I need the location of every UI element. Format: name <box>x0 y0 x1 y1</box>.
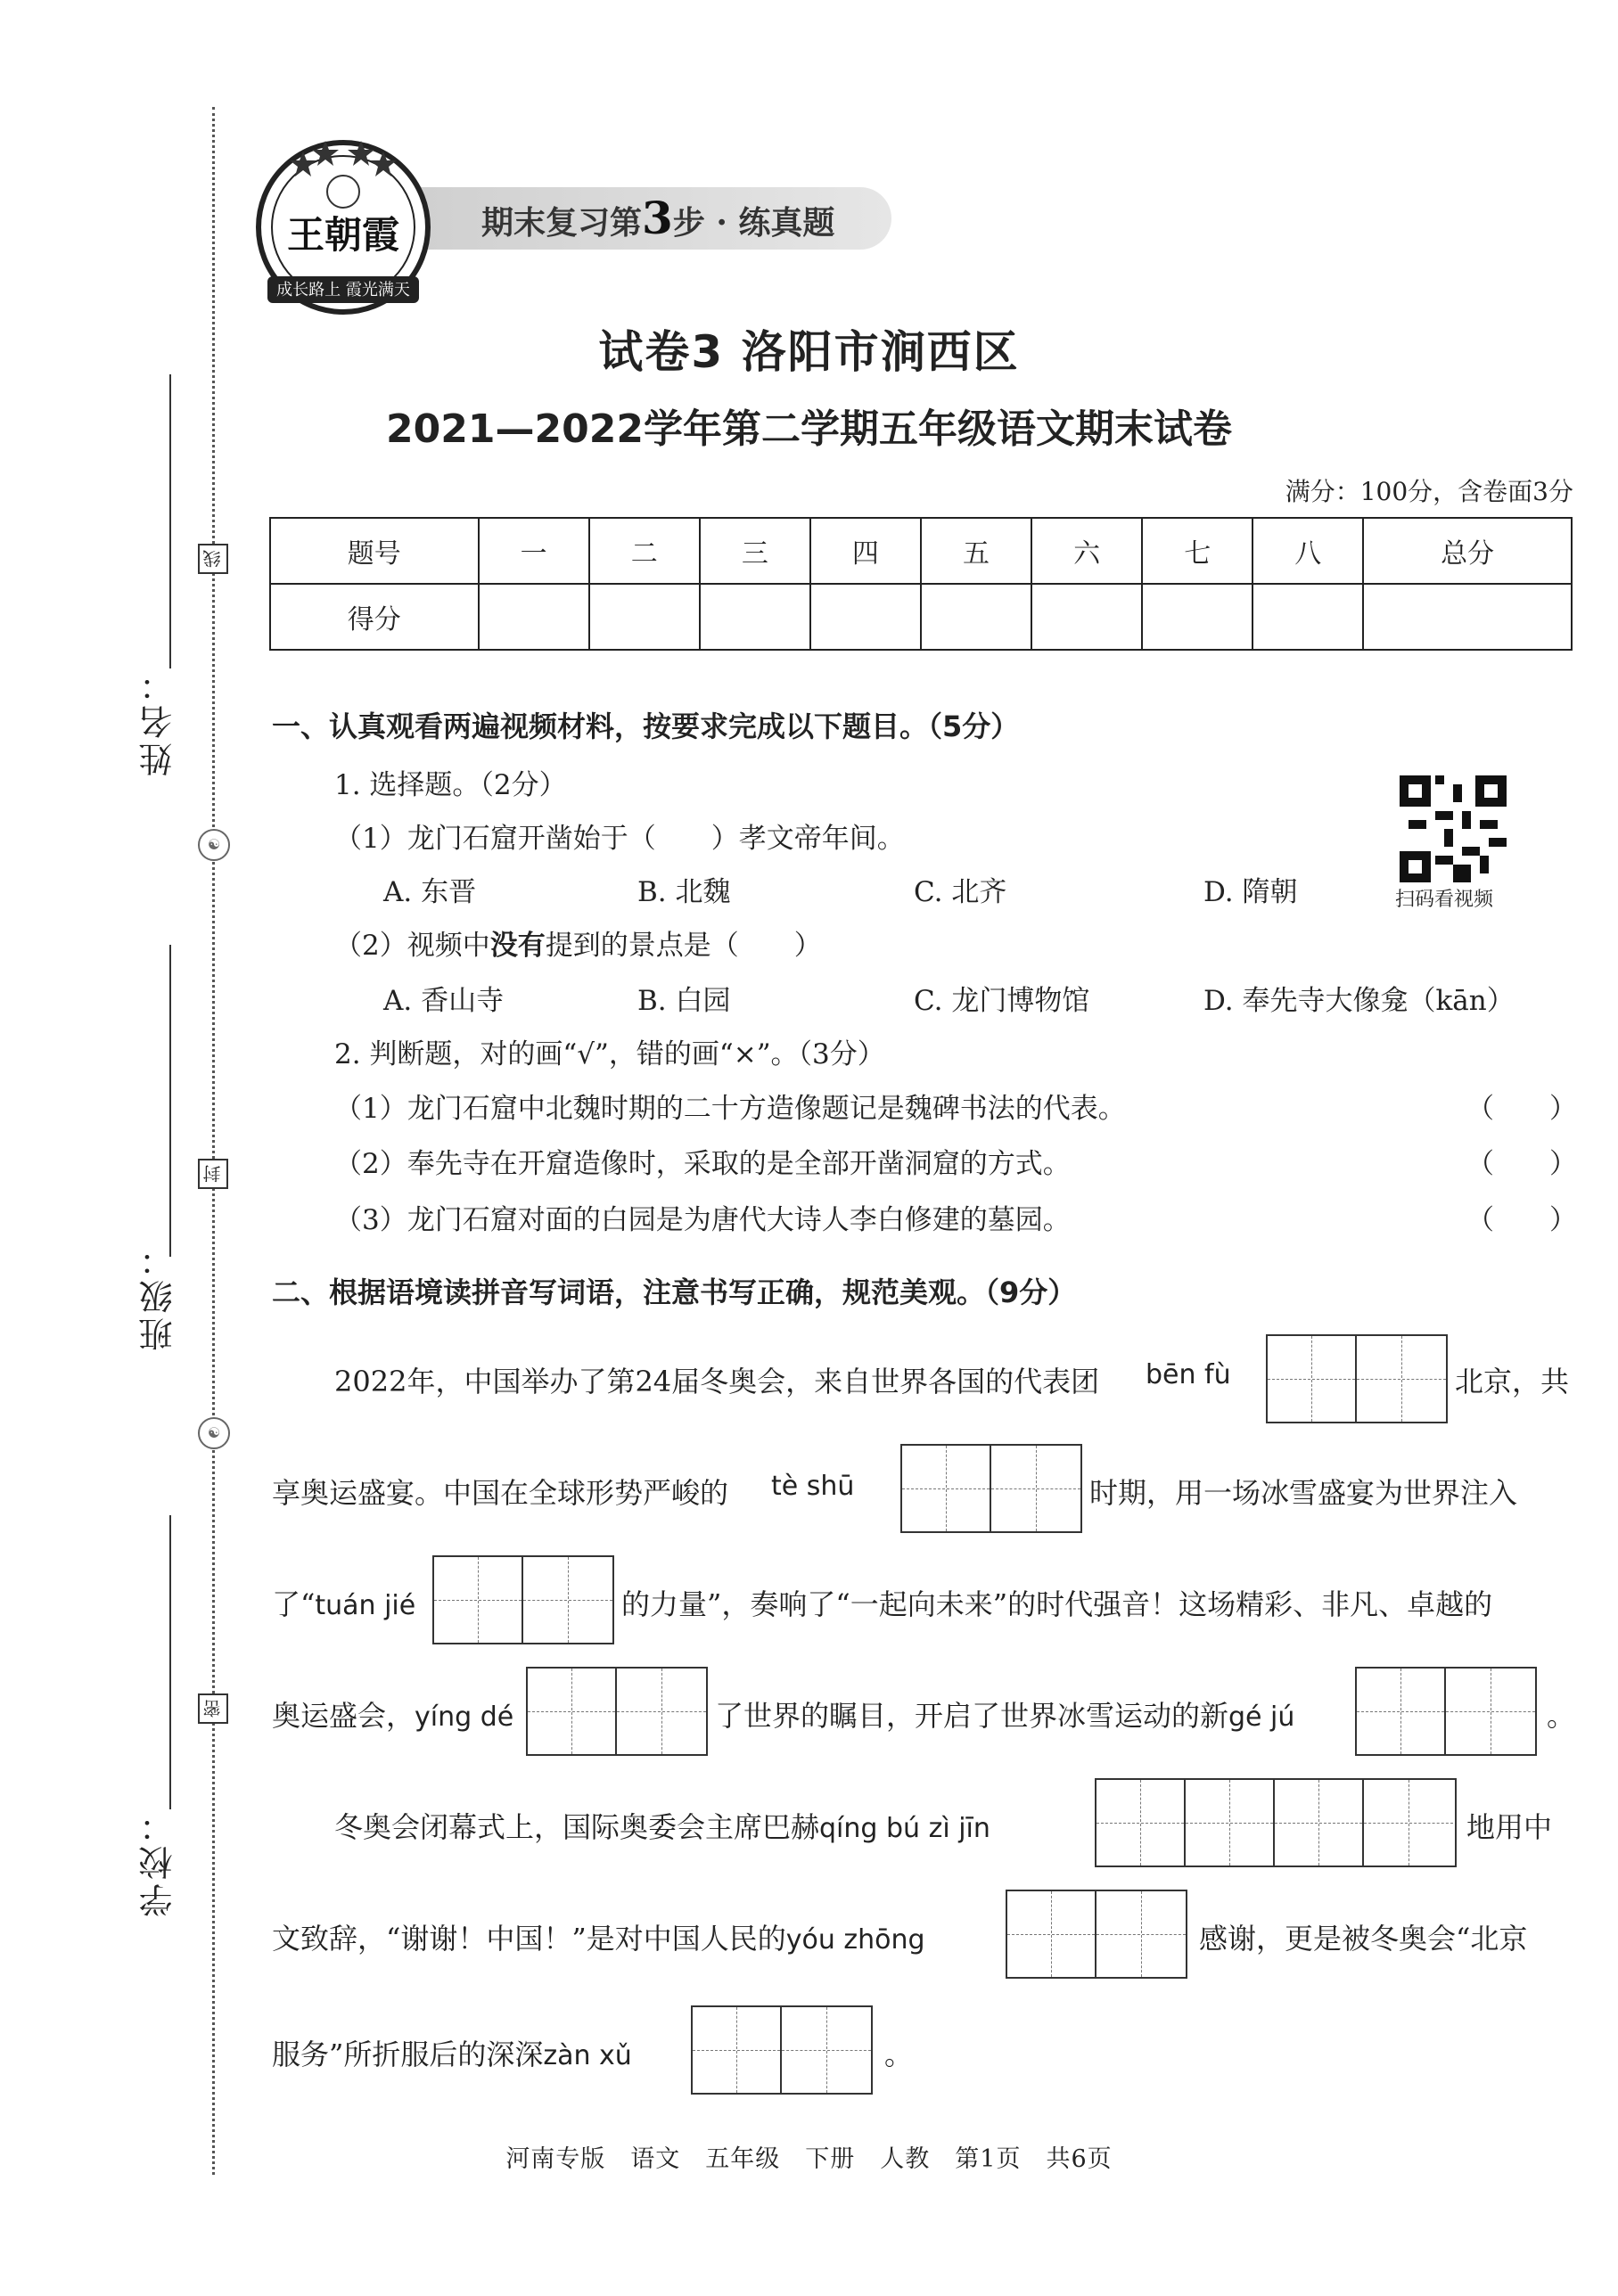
score-cell[interactable] <box>700 584 810 650</box>
passage-text: 2022年，中国举办了第24届冬奥会，来自世界各国的代表团 <box>334 1365 1100 1398</box>
score-header-cell: 八 <box>1253 518 1363 584</box>
class-fill-line <box>169 945 171 1257</box>
passage-text-span: 文致辞，“谢谢！中国！”是对中国人民的 <box>272 1922 786 1956</box>
answer-grid-benfu[interactable] <box>1266 1334 1448 1423</box>
section2-heading: 二、根据语境读拼音写词语，注意书写正确，规范美观。（9分） <box>272 1275 1077 1309</box>
pinyin-label: bēn fù <box>1146 1359 1231 1390</box>
score-header-cell: 七 <box>1142 518 1253 584</box>
grid-cell[interactable] <box>617 1669 706 1754</box>
passage-text <box>272 2032 632 2073</box>
answer-grid-zanxu[interactable] <box>691 2005 873 2095</box>
grid-cell[interactable] <box>693 2007 782 2093</box>
grid-cell[interactable] <box>1364 1780 1453 1866</box>
brand-logo-icon <box>250 134 437 321</box>
passage-text: 地用中 <box>1466 1810 1553 1844</box>
passage-text-span: 奥运盛会， <box>272 1699 415 1733</box>
score-table <box>269 517 1573 651</box>
passage-text-span: 了“ <box>272 1587 316 1621</box>
pinyin-label: yíng dé <box>415 1702 514 1733</box>
score-header-cell: 题号 <box>270 518 479 584</box>
answer-grid-yingde[interactable] <box>526 1667 708 1756</box>
passage-text: 北京，共 <box>1455 1365 1570 1398</box>
q2-answer-3[interactable]: （ ） <box>1466 1204 1577 1236</box>
q1-2-option-b[interactable]: B. 白园 <box>637 985 731 1017</box>
passage-text-span: 冬奥会闭幕式上，国际奥委会主席巴赫 <box>334 1810 820 1844</box>
score-row-label: 得分 <box>270 584 479 650</box>
q2-answer-1[interactable]: （ ） <box>1466 1093 1577 1125</box>
q1-2-option-c[interactable]: C. 龙门博物馆 <box>914 985 1090 1017</box>
passage-text <box>272 1582 415 1623</box>
answer-grid-tuanjie[interactable] <box>432 1555 614 1644</box>
grid-cell[interactable] <box>1268 1336 1357 1422</box>
q2-item-3: （3）龙门石窟对面的白园是为唐代大诗人李白修建的墓园。 <box>334 1204 1071 1236</box>
class-label: 班级： <box>139 1239 178 1351</box>
logo-slogan: 成长路上 霞光满天 <box>276 281 410 299</box>
passage-text: 。 <box>1547 1699 1576 1733</box>
score-header-cell: 二 <box>589 518 700 584</box>
q1-1-option-d[interactable]: D. 隋朝 <box>1203 876 1298 908</box>
series-tail: 步 · 练真题 <box>672 204 835 242</box>
pinyin-label: qíng bú zì jīn <box>819 1813 990 1844</box>
series-label: 期末复习第 <box>481 204 643 242</box>
pinyin-label: gé jú <box>1228 1702 1295 1733</box>
pinyin-label: tè shū <box>771 1471 855 1502</box>
score-header-cell: 一 <box>479 518 589 584</box>
name-label: 姓名： <box>139 664 178 776</box>
passage-text-span: 服务”所折服后的深深 <box>272 2038 544 2071</box>
q1-1-option-b[interactable]: B. 北魏 <box>637 876 731 908</box>
page-footer: 河南专版 语文 五年级 下册 人教 第1页 共6页 <box>505 2145 1113 2173</box>
passage-text <box>334 1805 990 1846</box>
q1-1-option-a[interactable]: A. 东晋 <box>383 876 477 908</box>
passage-text: 感谢，更是被冬奥会“北京 <box>1199 1922 1528 1956</box>
score-cell[interactable] <box>1142 584 1253 650</box>
grid-cell[interactable] <box>902 1446 991 1531</box>
q1-2-stem-pre: （2）视频中 <box>334 930 490 962</box>
score-cell[interactable] <box>1031 584 1142 650</box>
q1-1-stem: （1）龙门石窟开凿始于（ ）孝文帝年间。 <box>334 823 905 855</box>
passage-text <box>715 1693 1294 1734</box>
score-cell[interactable] <box>810 584 921 650</box>
score-header-cell: 五 <box>921 518 1031 584</box>
school-label: 学校： <box>139 1805 178 1917</box>
grid-cell[interactable] <box>1096 1891 1186 1977</box>
grid-cell[interactable] <box>1446 1669 1535 1754</box>
score-cell[interactable] <box>1363 584 1572 650</box>
q2-answer-2[interactable]: （ ） <box>1466 1148 1577 1180</box>
score-row <box>270 584 1572 650</box>
grid-cell[interactable] <box>1186 1780 1275 1866</box>
passage-text <box>272 1693 513 1734</box>
score-cell[interactable] <box>479 584 589 650</box>
q1-2-stem <box>334 922 822 963</box>
paper-title: 试卷3 洛阳市涧西区 <box>598 326 1020 378</box>
grid-cell[interactable] <box>528 1669 617 1754</box>
grid-cell[interactable] <box>1357 1669 1446 1754</box>
grid-cell[interactable] <box>1007 1891 1096 1977</box>
full-mark: 满分：100分，含卷面3分 <box>1285 477 1573 506</box>
qr-label: 扫码看视频 <box>1395 889 1494 911</box>
passage-text: 时期，用一场冰雪盛宴为世界注入 <box>1089 1476 1518 1510</box>
score-cell[interactable] <box>589 584 700 650</box>
line-mark: 线 <box>198 544 228 574</box>
q1-title: 1. 选择题。（2分） <box>334 769 567 801</box>
seal-icon: ☯ <box>198 1417 230 1449</box>
step-number: 3 <box>642 192 673 244</box>
q2-item-1: （1）龙门石窟中北魏时期的二十方造像题记是魏碑书法的代表。 <box>334 1093 1126 1125</box>
q1-2-option-d[interactable]: D. 奉先寺大像龛（kān） <box>1203 985 1515 1017</box>
logo-brand: 王朝霞 <box>286 213 400 257</box>
passage-text-span: 了世界的瞩目，开启了世界冰雪运动的新 <box>715 1699 1229 1733</box>
grid-cell[interactable] <box>991 1446 1080 1531</box>
seal-mark: 封 <box>198 1159 228 1189</box>
school-fill-line <box>169 1515 171 1809</box>
grid-cell[interactable] <box>1357 1336 1446 1422</box>
series-banner <box>401 187 891 250</box>
tear-mark: 密 <box>198 1693 228 1724</box>
score-header-cell: 总分 <box>1363 518 1572 584</box>
passage-text <box>272 1916 925 1957</box>
passage-text: 。 <box>884 2038 914 2071</box>
q2-item-2: （2）奉先寺在开窟造像时，采取的是全部开凿洞窟的方式。 <box>334 1148 1071 1180</box>
grid-cell[interactable] <box>1096 1780 1186 1866</box>
section1-heading: 一、认真观看两遍视频材料，按要求完成以下题目。（5分） <box>272 709 1020 743</box>
q1-2-stem-bold: 没有 <box>489 930 546 962</box>
grid-cell[interactable] <box>782 2007 871 2093</box>
q1-1-option-c[interactable]: C. 北齐 <box>914 876 1007 908</box>
answer-grid-geju[interactable] <box>1355 1667 1537 1756</box>
pinyin-label: yóu zhōng <box>785 1924 925 1956</box>
grid-cell[interactable] <box>1275 1780 1364 1866</box>
paper-subtitle: 2021—2022学年第二学期五年级语文期末试卷 <box>386 406 1232 452</box>
score-header-cell: 四 <box>810 518 921 584</box>
pinyin-label: tuán jié <box>315 1590 416 1621</box>
grid-cell[interactable] <box>523 1557 612 1643</box>
score-cell[interactable] <box>1253 584 1363 650</box>
score-header-cell: 三 <box>700 518 810 584</box>
score-cell[interactable] <box>921 584 1031 650</box>
score-header-row <box>270 518 1572 584</box>
q2-title: 2. 判断题，对的画“√”，错的画“×”。（3分） <box>334 1038 885 1070</box>
score-header-cell: 六 <box>1031 518 1142 584</box>
passage-text: 享奥运盛宴。中国在全球形势严峻的 <box>272 1476 729 1510</box>
seal-icon: ☯ <box>198 829 230 861</box>
grid-cell[interactable] <box>434 1557 523 1643</box>
q1-2-option-a[interactable]: A. 香山寺 <box>383 985 505 1017</box>
answer-grid-qingbuzijin[interactable] <box>1095 1778 1457 1867</box>
q1-2-stem-post: 提到的景点是（ ） <box>545 930 822 962</box>
answer-grid-teshu[interactable] <box>900 1444 1082 1533</box>
answer-grid-youzhong[interactable] <box>1006 1890 1187 1979</box>
qr-code-icon[interactable] <box>1400 775 1507 882</box>
passage-text: 的力量”，奏响了“一起向未来”的时代强音！这场精彩、非凡、卓越的 <box>621 1587 1493 1621</box>
pinyin-label: zàn xǔ <box>543 2040 632 2071</box>
